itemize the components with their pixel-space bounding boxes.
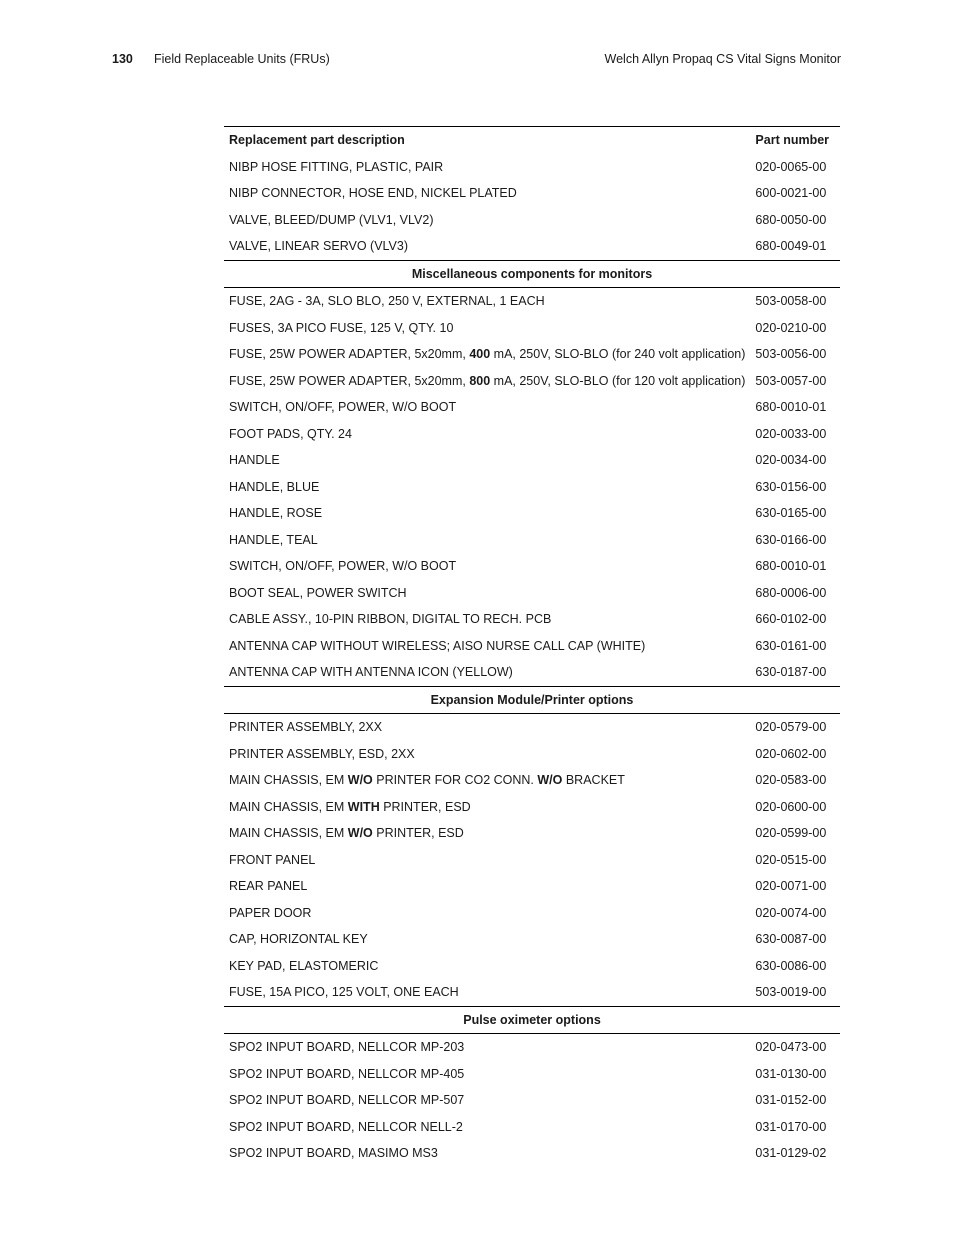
text-segment: PRINTER FOR CO2 CONN. xyxy=(372,773,538,787)
table-row xyxy=(224,953,840,980)
table-row xyxy=(224,421,840,448)
part-description: CABLE ASSY., 10-PIN RIBBON, DIGITAL TO RECH. PCB xyxy=(229,612,552,626)
text-segment: mA, 250V, SLO-BLO (for 240 volt application) xyxy=(490,347,746,361)
part-number: 630-0156-00 xyxy=(755,479,827,494)
part-description: HANDLE, TEAL xyxy=(229,532,318,547)
part-number: 020-0210-00 xyxy=(755,320,827,335)
part-number: 630-0187-00 xyxy=(755,665,827,679)
part-description: BOOT SEAL, POWER SWITCH xyxy=(229,585,407,600)
emphasis-text: 400 xyxy=(469,347,491,361)
part-number: 503-0056-00 xyxy=(755,347,827,361)
part-number: 020-0599-00 xyxy=(755,826,827,840)
table-row xyxy=(224,873,840,900)
part-description: HANDLE, BLUE xyxy=(229,479,320,494)
part-description: NIBP HOSE FITTING, PLASTIC, PAIR xyxy=(229,159,444,174)
part-description: SPO2 INPUT BOARD, NELLCOR MP-203 xyxy=(229,1040,465,1054)
document-title: Welch Allyn Propaq CS Vital Signs Monitor xyxy=(604,52,841,66)
text-segment: MAIN CHASSIS, EM xyxy=(229,826,348,840)
text-segment: FUSE, 25W POWER ADAPTER, 5x20mm, xyxy=(229,373,470,388)
part-description: FUSES, 3A PICO FUSE, 125 V, QTY. 10 xyxy=(229,320,454,335)
emphasis-text: W/O xyxy=(537,773,563,787)
table-row xyxy=(224,447,840,474)
text-segment: PRINTER, ESD xyxy=(372,826,464,840)
table-header-row xyxy=(224,127,840,154)
emphasis-text: WITH xyxy=(347,799,380,814)
parts-table-body xyxy=(224,154,840,1167)
group-header-row xyxy=(224,260,840,288)
part-number: 031-0152-00 xyxy=(755,1093,827,1107)
part-description: SPO2 INPUT BOARD, NELLCOR MP-405 xyxy=(229,1066,465,1081)
part-number: 680-0010-01 xyxy=(755,400,827,414)
table-row xyxy=(224,714,840,741)
emphasis-text: 800 xyxy=(469,373,491,388)
group-title: Expansion Module/Printer options xyxy=(224,686,840,714)
group-header-row xyxy=(224,1006,840,1034)
table-row xyxy=(224,288,840,315)
part-description: REAR PANEL xyxy=(229,879,308,893)
part-number: 660-0102-00 xyxy=(755,612,827,626)
text-segment: PRINTER, ESD xyxy=(379,799,471,814)
table-row xyxy=(224,1140,840,1167)
table-row xyxy=(224,341,840,368)
page-header xyxy=(0,52,954,70)
part-number: 630-0086-00 xyxy=(755,958,827,973)
table-row xyxy=(224,207,840,234)
table-row xyxy=(224,315,840,342)
table-row xyxy=(224,154,840,181)
emphasis-text: W/O xyxy=(347,826,373,840)
part-number: 020-0065-00 xyxy=(755,159,827,174)
table-row xyxy=(224,580,840,607)
part-number: 630-0165-00 xyxy=(755,506,827,520)
table-row xyxy=(224,979,840,1006)
part-number: 630-0161-00 xyxy=(755,638,827,653)
column-header-description: Replacement part description xyxy=(229,133,405,147)
text-segment: MAIN CHASSIS, EM xyxy=(229,773,348,787)
part-description xyxy=(224,794,750,821)
parts-table xyxy=(224,126,840,1167)
part-number: 020-0583-00 xyxy=(755,773,827,787)
part-description: SPO2 INPUT BOARD, MASIMO MS3 xyxy=(229,1146,438,1160)
part-number: 020-0071-00 xyxy=(755,879,827,893)
part-number: 503-0057-00 xyxy=(755,373,827,388)
part-description xyxy=(224,820,750,847)
table-row xyxy=(224,900,840,927)
part-description: FOOT PADS, QTY. 24 xyxy=(229,426,352,441)
group-title: Miscellaneous components for monitors xyxy=(224,260,840,288)
text-segment: FUSE, 25W POWER ADAPTER, 5x20mm, xyxy=(229,347,470,361)
part-description: FUSE, 15A PICO, 125 VOLT, ONE EACH xyxy=(229,985,459,999)
table-row xyxy=(224,553,840,580)
text-segment: MAIN CHASSIS, EM xyxy=(229,799,348,814)
part-number: 020-0515-00 xyxy=(755,852,827,867)
part-description xyxy=(224,341,750,368)
part-number: 031-0130-00 xyxy=(755,1066,827,1081)
section-title: Field Replaceable Units (FRUs) xyxy=(154,52,330,66)
part-description: SPO2 INPUT BOARD, NELLCOR MP-507 xyxy=(229,1093,465,1107)
table-row xyxy=(224,926,840,953)
part-description: SWITCH, ON/OFF, POWER, W/O BOOT xyxy=(229,559,457,573)
table-row xyxy=(224,794,840,821)
part-number: 020-0074-00 xyxy=(755,905,827,920)
table-row xyxy=(224,767,840,794)
table-row xyxy=(224,847,840,874)
text-segment: BRACKET xyxy=(562,773,625,787)
part-description: SWITCH, ON/OFF, POWER, W/O BOOT xyxy=(229,400,457,414)
part-description: FRONT PANEL xyxy=(229,852,316,867)
text-segment: mA, 250V, SLO-BLO (for 120 volt application) xyxy=(490,373,746,388)
part-number: 031-0129-02 xyxy=(755,1146,827,1160)
table-row xyxy=(224,741,840,768)
part-number: 630-0087-00 xyxy=(755,932,827,946)
part-description: PRINTER ASSEMBLY, ESD, 2XX xyxy=(229,746,415,761)
part-number: 680-0049-01 xyxy=(755,239,827,253)
part-description: PAPER DOOR xyxy=(229,905,312,920)
part-description: NIBP CONNECTOR, HOSE END, NICKEL PLATED xyxy=(229,186,517,200)
part-description xyxy=(224,368,750,395)
part-description: KEY PAD, ELASTOMERIC xyxy=(229,958,379,973)
part-description: HANDLE, ROSE xyxy=(229,506,323,520)
column-header-part-number: Part number xyxy=(755,133,830,147)
table-row xyxy=(224,820,840,847)
part-description: CAP, HORIZONTAL KEY xyxy=(229,932,368,946)
part-description: HANDLE xyxy=(229,453,280,467)
emphasis-text: W/O xyxy=(347,773,373,787)
part-description: FUSE, 2AG - 3A, SLO BLO, 250 V, EXTERNAL, 1 EACH xyxy=(229,294,545,308)
part-number: 020-0579-00 xyxy=(755,720,827,734)
part-number: 020-0033-00 xyxy=(755,426,827,441)
table-row xyxy=(224,233,840,260)
table-row xyxy=(224,527,840,554)
table-row xyxy=(224,659,840,686)
part-number: 020-0602-00 xyxy=(755,746,827,761)
part-number: 680-0006-00 xyxy=(755,585,827,600)
part-number: 503-0058-00 xyxy=(755,294,827,308)
group-header-row xyxy=(224,686,840,714)
part-number: 503-0019-00 xyxy=(755,985,827,999)
group-title: Pulse oximeter options xyxy=(224,1006,840,1034)
part-number: 031-0170-00 xyxy=(755,1119,827,1134)
part-description: VALVE, BLEED/DUMP (VLV1, VLV2) xyxy=(229,212,434,227)
part-number: 020-0600-00 xyxy=(755,799,827,814)
part-description: ANTENNA CAP WITH ANTENNA ICON (YELLOW) xyxy=(229,665,513,679)
table-row xyxy=(224,1061,840,1088)
part-description xyxy=(224,767,750,794)
table-row xyxy=(224,1087,840,1114)
part-description: PRINTER ASSEMBLY, 2XX xyxy=(229,720,383,734)
table-row xyxy=(224,368,840,395)
part-number: 020-0473-00 xyxy=(755,1040,827,1054)
table-row xyxy=(224,474,840,501)
table-row xyxy=(224,180,840,207)
page-number: 130 xyxy=(112,52,133,66)
table-row xyxy=(224,1114,840,1141)
part-number: 680-0010-01 xyxy=(755,559,827,573)
part-number: 020-0034-00 xyxy=(755,453,827,467)
part-number: 680-0050-00 xyxy=(755,212,827,227)
table-row xyxy=(224,394,840,421)
part-description: SPO2 INPUT BOARD, NELLCOR NELL-2 xyxy=(229,1119,463,1134)
table-row xyxy=(224,606,840,633)
table-row xyxy=(224,633,840,660)
part-number: 600-0021-00 xyxy=(755,186,827,200)
part-number: 630-0166-00 xyxy=(755,532,827,547)
part-description: VALVE, LINEAR SERVO (VLV3) xyxy=(229,239,409,253)
table-row xyxy=(224,500,840,527)
part-description: ANTENNA CAP WITHOUT WIRELESS; AISO NURSE CALL CAP (WHITE) xyxy=(229,638,646,653)
table-row xyxy=(224,1034,840,1061)
